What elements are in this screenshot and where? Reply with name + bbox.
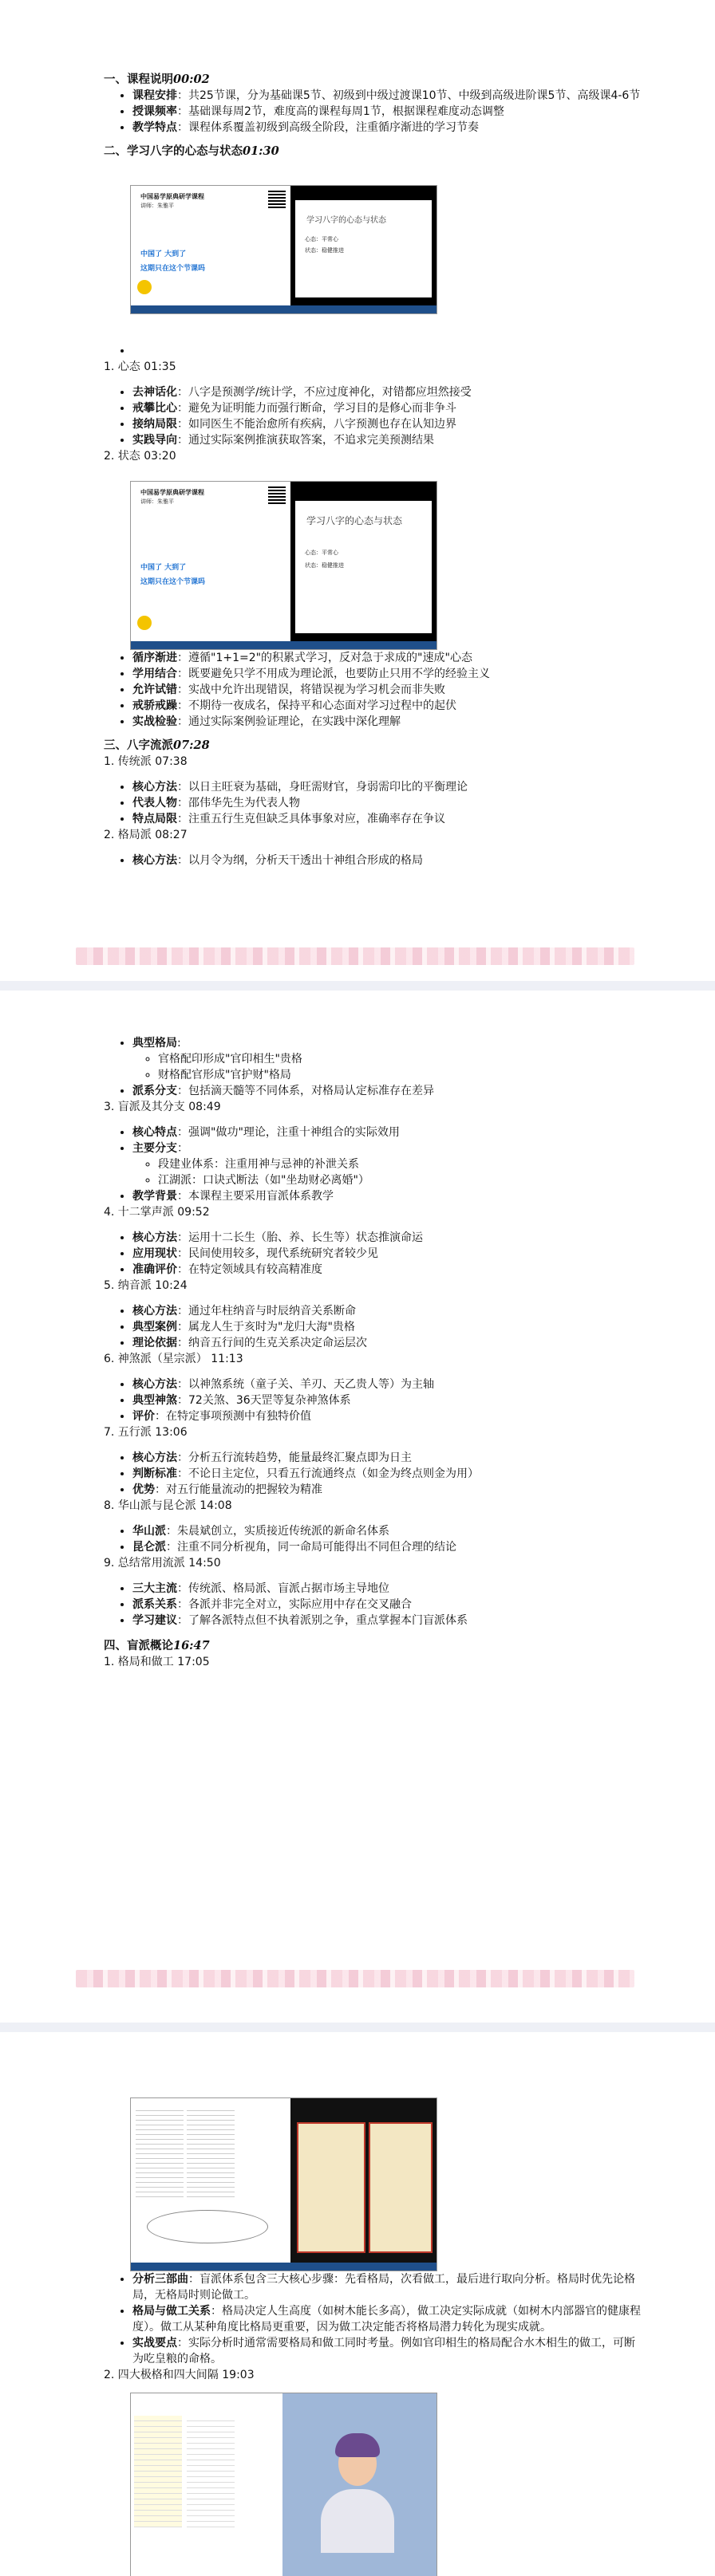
screenshot-right-panel xyxy=(290,186,437,305)
screenshot-banner-2: 这期只在这个节课吗 xyxy=(140,265,206,273)
list-item: • 华山派：朱晨斌创立，实质接近传统派的新命名体系 xyxy=(132,1523,643,1539)
list-item: • 核心方法：以神煞系统（童子关、羊刃、天乙贵人等）为主轴 xyxy=(132,1377,643,1392)
page-3-content xyxy=(104,2271,643,2383)
pattern-detail-list xyxy=(104,1035,643,1099)
presenter-body xyxy=(321,2489,394,2553)
summary-list xyxy=(104,1581,643,1629)
subheading: 1. 格局和做工 17:05 xyxy=(104,1656,210,1668)
list-item: • 核心方法：运用十二长生（胎、养、长生等）状态推演命运 xyxy=(132,1230,643,1246)
list-item: • 特点局限：注重五行生克但缺乏具体事象对应，准确率存在争议 xyxy=(132,811,643,827)
list-item: • 应用现状：民间使用较多，现代系统研究者较少见 xyxy=(132,1246,643,1262)
subheading: 3. 盲派及其分支 08:49 xyxy=(104,1101,221,1113)
subheading: 5. 纳音派 10:24 xyxy=(104,1279,188,1292)
list-item: • 戒骄戒躁：不期待一夜成名，保持平和心态面对学习过程中的起伏 xyxy=(132,698,643,714)
blurred-watermark xyxy=(76,947,634,965)
list-item: • 教学背景：本课程主要采用盲派体系教学 xyxy=(132,1188,643,1204)
smiley-icon xyxy=(137,616,152,630)
section-3-heading: 三、八字流派07:28 xyxy=(104,739,210,752)
list-item: • 核心方法：通过年柱纳音与时辰纳音关系断命 xyxy=(132,1303,643,1319)
document-page-1 xyxy=(0,0,715,981)
screenshot-right-panel xyxy=(290,2098,437,2263)
list-item: • 核心方法：以日主旺衰为基础，身旺需财官，身弱需印比的平衡理论 xyxy=(132,779,643,795)
page-1-content xyxy=(104,72,643,160)
list-item: • 实践导向：通过实际案例推演获取答案，不追求完美预测结果 xyxy=(132,432,643,448)
page-2-content xyxy=(104,1035,643,1670)
mindset-list xyxy=(104,384,643,448)
slide xyxy=(295,501,432,633)
nayin-list xyxy=(104,1303,643,1351)
screenshot-banner-2: 这期只在这个节课吗 xyxy=(140,578,206,586)
shensha-list xyxy=(104,1377,643,1424)
screenshot-left-panel xyxy=(131,2393,282,2576)
twelve-stage-list xyxy=(104,1230,643,1278)
subheading: 2. 状态 03:20 xyxy=(104,450,176,463)
list-item: • 授课频率：基础课每周2节，难度高的课程每周1节，根据课程难度动态调整 xyxy=(132,104,643,120)
presenter-hair xyxy=(335,2433,380,2457)
list-item: • 典型格局: ◦ 官格配印形成"官印相生"贵格 ◦ 财格配官形成"官护财"格局 xyxy=(132,1035,643,1083)
section-2-heading: 二、学习八字的心态与状态01:30 xyxy=(104,144,279,158)
taskbar xyxy=(131,305,437,313)
list-item: ◦ 段建业体系：注重用神与忌神的补泄关系 xyxy=(158,1156,643,1172)
qr-code-icon xyxy=(268,191,286,208)
five-elements-list xyxy=(104,1450,643,1498)
screenshot-banner-1: 中国了 大到了 xyxy=(140,250,187,258)
screenshot-right-panel xyxy=(290,482,437,641)
subheading: 7. 五行派 13:06 xyxy=(104,1426,188,1439)
video-screenshot-1 xyxy=(130,185,437,314)
slide-line: 状态：稳健推进 xyxy=(305,562,344,569)
huashan-kunlun-list xyxy=(104,1523,643,1555)
list-item: • 实战要点：实际分析时通常需要格局和做工同时考量。例如官印相生的格局配合水木相生的做工，可断为吃皇粮的命格。 xyxy=(132,2335,643,2367)
chart-table xyxy=(136,2109,184,2197)
list-item: • 学习建议：了解各派特点但不执着派别之争，重点掌握本门盲派体系 xyxy=(132,1613,643,1629)
screenshot-left-panel xyxy=(131,2098,290,2263)
screenshot-course-title: 中国易学原典研学课程 xyxy=(140,193,204,200)
screenshot-right-panel xyxy=(282,2393,437,2576)
traditional-list xyxy=(104,779,643,827)
list-item: • 格局与做工关系：格局决定人生高度（如树木能长多高），做工决定实际成就（如树木内部器官的健康程度）。做工从某种角度比格局更重要，因为做工决定能否将格局潜力转化为现实成就。 xyxy=(132,2303,643,2335)
list-item: • 代表人物：邵伟华先生为代表人物 xyxy=(132,795,643,811)
state-content xyxy=(104,650,643,869)
list-item: • 理论依据：纳音五行间的生克关系决定命运层次 xyxy=(132,1335,643,1351)
list-item: ◦ 财格配官形成"官护财"格局 xyxy=(158,1067,643,1083)
subheading: 8. 华山派与昆仑派 14:08 xyxy=(104,1499,232,1512)
subheading: 1. 心态 01:35 xyxy=(104,360,176,373)
list-item: • 三大主流：传统派、格局派、盲派占据市场主导地位 xyxy=(132,1581,643,1597)
structure-list xyxy=(104,2271,643,2367)
chart-table xyxy=(187,2416,235,2527)
slide-line: 心态：平常心 xyxy=(305,549,338,556)
screenshot-course-subtitle: 讲师：朱雅平 xyxy=(140,498,174,505)
screenshot-course-subtitle: 讲师：朱雅平 xyxy=(140,203,174,209)
section-1-list xyxy=(104,88,643,136)
list-item: • 课程安排：共25节课，分为基础课5节、初级到中级过渡课10节、中级到高级进阶课5节、高级课4-6节 xyxy=(132,88,643,104)
subheading: 2. 格局派 08:27 xyxy=(104,829,188,841)
list-item: • 去神话化：八字是预测学/统计学，不应过度神化，对错都应坦然接受 xyxy=(132,384,643,400)
taskbar xyxy=(131,2263,437,2271)
blind-school-list xyxy=(104,1125,643,1204)
subheading: 9. 总结常用流派 14:50 xyxy=(104,1557,221,1570)
list-item: • 循序渐进：遵循"1+1=2"的积累式学习，反对急于求成的"速成"心态 xyxy=(132,650,643,666)
list-item: • 准确评价：在特定领域具有较高精准度 xyxy=(132,1262,643,1278)
paipan-chart-right xyxy=(369,2122,433,2253)
section-1-heading: 一、课程说明00:02 xyxy=(104,73,210,86)
list-item: • 实战检验：通过实际案例验证理论，在实践中深化理解 xyxy=(132,714,643,730)
list-item: • 教学特点：课程体系覆盖初级到高级全阶段，注重循序渐进的学习节奏 xyxy=(132,120,643,136)
video-screenshot-4 xyxy=(130,2393,437,2576)
list-item: • 昆仑派：注重不同分析视角，同一命局可能得出不同但合理的结论 xyxy=(132,1539,643,1555)
taskbar xyxy=(131,641,437,649)
subheading: 1. 传统派 07:38 xyxy=(104,755,188,768)
list-item: • 判断标准：不论日主定位，只看五行流通终点（如金为终点则金为用） xyxy=(132,1466,643,1482)
list-item: • 接纳局限：如同医生不能治愈所有疾病，八字预测也存在认知边界 xyxy=(132,416,643,432)
slide-title: 学习八字的心态与状态 xyxy=(306,216,386,225)
video-screenshot-3 xyxy=(130,2097,437,2271)
subheading: 4. 十二掌声派 09:52 xyxy=(104,1206,210,1219)
list-item: • 分析三部曲：盲派体系包含三大核心步骤：先看格局，次看做工，最后进行取向分析。格局时优先论格局，无格局时则论做工。 xyxy=(132,2271,643,2303)
pattern-list xyxy=(104,853,643,869)
smiley-icon xyxy=(137,280,152,294)
blurred-watermark xyxy=(76,1970,634,1987)
screenshot-banner-1: 中国了 大到了 xyxy=(140,564,187,572)
page-gap xyxy=(0,2023,715,2032)
list-item: • 核心方法：以月令为纲，分析天干透出十神组合形成的格局 xyxy=(132,853,643,869)
section-4-heading: 四、盲派概论16:47 xyxy=(104,1639,210,1652)
sub-list xyxy=(132,1051,643,1083)
list-item: • 学用结合：既要避免只学不用成为理论派，也要防止只用不学的经验主义 xyxy=(132,666,643,682)
sub-list xyxy=(132,1156,643,1188)
screenshot-left-panel xyxy=(131,186,290,305)
list-item: • 戒攀比心：避免为证明能力而强行断命，学习目的是修心而非争斗 xyxy=(132,400,643,416)
state-list xyxy=(104,650,643,730)
slide-line: 状态：稳健推进 xyxy=(305,247,344,254)
list-item: • 典型神煞：72关煞、36天罡等复杂神煞体系 xyxy=(132,1392,643,1408)
list-item: • 典型案例：属龙人生于亥时为"龙归大海"贵格 xyxy=(132,1319,643,1335)
slide-line: 心态：平常心 xyxy=(305,236,338,242)
list-item: • 允许试错：实战中允许出现错误，将错误视为学习机会而非失败 xyxy=(132,682,643,698)
page-gap xyxy=(0,981,715,991)
screenshot-left-panel xyxy=(131,482,290,641)
list-item: ◦ 江湖派：口诀式断法（如"坐劫财必离婚"） xyxy=(158,1172,643,1188)
qr-code-icon xyxy=(268,486,286,504)
list-item: • 优势：对五行能量流动的把握较为精准 xyxy=(132,1482,643,1498)
diagram-ellipse xyxy=(147,2210,268,2243)
document-page-3 xyxy=(0,2032,715,2575)
subheading: 6. 神煞派（星宗派） 11:13 xyxy=(104,1353,243,1365)
section-2-content xyxy=(104,343,643,464)
list-item: • 评价：在特定事项预测中有独特价值 xyxy=(132,1408,643,1424)
list-item: • 核心方法：分析五行流转趋势，能量最终汇聚点即为日主 xyxy=(132,1450,643,1466)
list-item: • 派系分支：包括滴天髓等不同体系，对格局认定标准存在差异 xyxy=(132,1083,643,1099)
list-item: • 核心特点：强调"做功"理论，注重十神组合的实际效用 xyxy=(132,1125,643,1140)
screenshot-course-title: 中国易学原典研学课程 xyxy=(140,489,204,496)
list-item: ◦ 官格配印形成"官印相生"贵格 xyxy=(158,1051,643,1067)
subheading: 2. 四大极格和四大间隔 19:03 xyxy=(104,2369,255,2381)
empty-bullet xyxy=(104,343,643,359)
paipan-chart-left xyxy=(297,2122,365,2253)
list-item: • 派系关系：各派并非完全对立，实际应用中存在交叉融合 xyxy=(132,1597,643,1613)
slide xyxy=(295,200,432,297)
slide-title: 学习八字的心态与状态 xyxy=(306,515,403,526)
list-item xyxy=(132,343,643,359)
document-page-2 xyxy=(0,991,715,2023)
chart-table xyxy=(134,2416,182,2527)
chart-table xyxy=(187,2109,235,2197)
list-item: • 主要分支： ◦ 段建业体系：注重用神与忌神的补泄关系 ◦ 江湖派：口诀式断法（如"坐劫财必离婚"） xyxy=(132,1140,643,1188)
video-screenshot-2 xyxy=(130,481,437,650)
